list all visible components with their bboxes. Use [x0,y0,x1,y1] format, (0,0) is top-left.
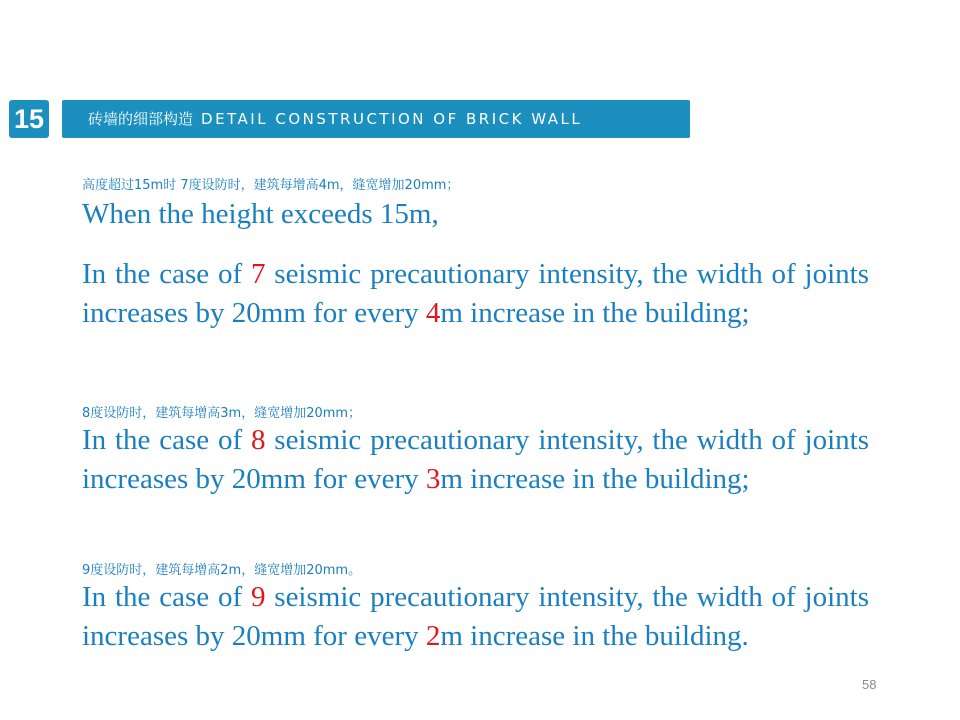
note-intensity-8: 8度设防时，建筑每增高3m，缝宽增加20mm； [82,406,362,421]
p2-text-after: m increase in the building; [440,463,750,495]
p1-height-value: 4 [425,297,441,329]
p3-text-middle: seismic precautionary intensity, the width of joints increases by 20mm for every [82,581,869,652]
section-number-badge [9,100,49,138]
p2-height-value: 3 [425,463,441,495]
p3-height-value: 2 [425,620,441,652]
p1-intensity-value: 7 [250,258,266,290]
section-title-zh: 砖墙的细部构造 [88,110,194,128]
p2-text-middle: seismic precautionary intensity, the width of joints increases by 20mm for every [82,424,869,495]
p1-text-middle: seismic precautionary intensity, the width of joints increases by 20mm for every [82,258,869,329]
section-title-bar [62,100,690,138]
p1-text-after: m increase in the building; [440,297,750,329]
paragraph-intensity-8 [82,421,869,499]
page-number: 58 [862,677,877,692]
note-intensity-9: 9度设防时，建筑每增高2m，缝宽增加20mm。 [82,563,362,578]
p3-text-before: In the case of [82,581,251,613]
section-number: 15 [13,104,45,134]
paragraph-intensity-9 [82,578,869,656]
p2-intensity-value: 8 [250,424,266,456]
p1-text-before: In the case of [82,258,251,290]
paragraph-intensity-7 [82,255,869,333]
p3-intensity-value: 9 [250,581,266,613]
note-height-over-15m: 高度超过15m时 7度设防时，建筑每增高4m，缝宽增加20mm； [82,178,460,193]
p2-text-before: In the case of [82,424,251,456]
paragraph-heading: When the height exceeds 15m, [82,198,439,230]
section-title-en: DETAIL CONSTRUCTION OF BRICK WALL [201,110,583,128]
p3-text-after: m increase in the building. [440,620,749,652]
